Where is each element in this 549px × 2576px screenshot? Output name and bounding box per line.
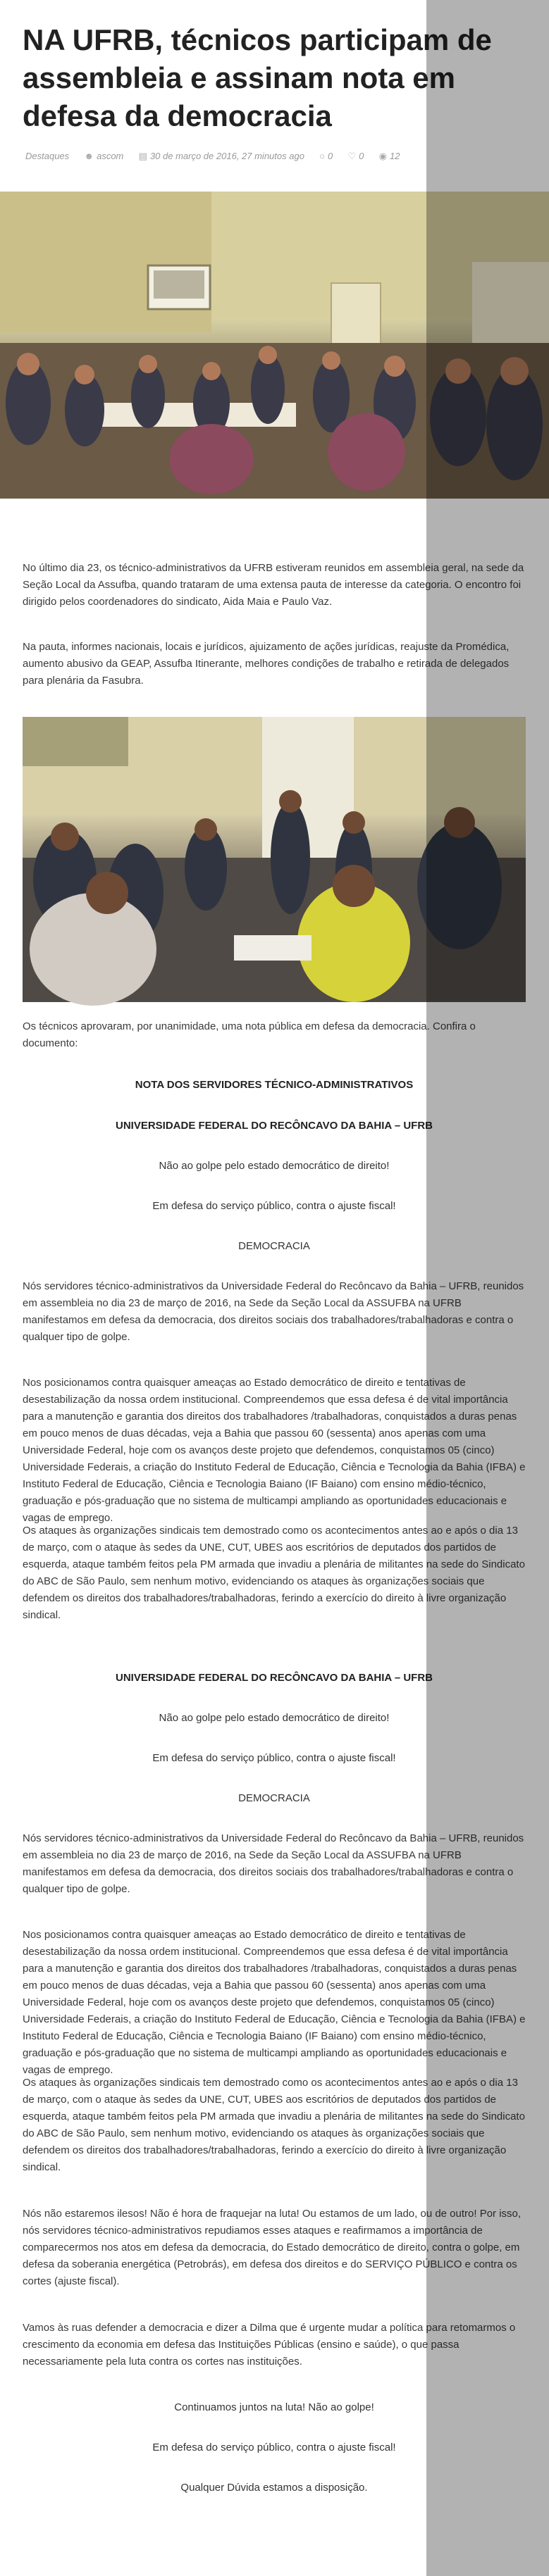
note-slogan-2-repeat: Em defesa do serviço público, contra o ajuste fiscal! [152, 1752, 396, 1764]
note-democracia-repeat: DEMOCRACIA [238, 1792, 310, 1804]
note-paragraph-3: Os ataques às organizações sindicais tem demostrado como os acontecimentos antes ao e após o dia 13 de março, com o ataque às sedes da UNE, CUT, UBES aos escritórios de deputados dos partidos de esquerda, ataque também feitos pela PM armada que invadiu a plenária de militantes na sede do Sindicato do ABC de São Paulo, sem nenhum motivo, evidenciando os ataques às organizações sociais que defendem os direitos dos trabalhadores/trabalhadoras, ferindo a exercício do direito à livre organização sindical. [23, 1525, 525, 1621]
view-count: 12 [390, 151, 400, 161]
note-slogan-2: Em defesa do serviço público, contra o ajuste fiscal! [152, 1200, 396, 1212]
note-paragraph-1: Nós servidores técnico-administrativos da Universidade Federal do Recôncavo da Bahia – UFRB, reunidos em assembleia no dia 23 de março de 2016, na Sede da Seção Local da ASSUFBA na UFRB manifestamos em defesa da democracia, dos direitos sociais dos trabalhadores/trabalhadoras e contra o qualquer tipo de golpe. [23, 1280, 524, 1343]
note-paragraph-3-repeat: Os ataques às organizações sindicais tem demostrado como os acontecimentos antes ao e após o dia 13 de março, com o ataque às sedes da UNE, CUT, UBES aos escritórios de deputados dos partidos de esquerda, ataque também feitos pela PM armada que invadiu a plenária de militantes na sede do Sindicato do ABC de São Paulo, sem nenhum motivo, evidenciando os ataques às organizações sociais que defendem os direitos dos trabalhadores/trabalhadoras, ferindo a exercício do direito à livre organização sindical. [23, 2077, 525, 2173]
note-democracia: DEMOCRACIA [238, 1240, 310, 1252]
note-university: UNIVERSIDADE FEDERAL DO RECÔNCAVO DA BAHIA – UFRB [115, 1120, 433, 1132]
note-university-repeat: UNIVERSIDADE FEDERAL DO RECÔNCAVO DA BAHIA – UFRB [115, 1672, 433, 1684]
comment-icon: ○ [319, 151, 326, 161]
heart-icon: ♡ [347, 151, 357, 161]
approved-paragraph: Os técnicos aprovaram, por unanimidade, uma nota pública em defesa da democracia. Confira o documento: [23, 1020, 476, 1049]
note-paragraph-4: Nós não estaremos ilesos! Não é hora de fraquejar na luta! Ou estamos de um lado, ou de outro! Por isso, nós servidores técnico-administrativos repudiamos esses ataques e reafirmamos a importância de comparecermos nos atos em defesa da democracia, do Estado democrático de direito, contra o golpe, em defesa da soberania energética (Petrobrás), em defesa dos direitos e do SERVIÇO PÚBLICO e contra os cortes (ajuste fiscal). [23, 2208, 522, 2287]
note-paragraph-2-repeat: Nos posicionamos contra quaisquer ameaças ao Estado democrático de direito e tentativas de desestabilização da nossa ordem institucional. Compreendemos que essa defesa é de vital importância para a manutenção e garantia dos direitos dos trabalhadores /trabalhadoras, conquistados a duras penas em pouco menos de duas décadas, veja a Bahia que passou 60 (sessenta) anos apenas com uma Universidade Federal, hoje com os avanços deste projeto que defendemos, conquistamos 05 (cinco) Universidade Federais, a criação do Instituto Federal de Educação, Ciência e Tecnologia da Bahia (IFBA) e Instituto Federal de Educação, Ciência e Tecnologia Baiano (IF Baiano) com ensino médio-técnico, graduação e pós-graduação que no sistema de multicampi ampliando as oportunidades educacionais e vagas de emprego. [23, 1929, 526, 2076]
note-closing-2: Em defesa do serviço público, contra o ajuste fiscal! [152, 2441, 396, 2453]
post-date: 30 de março de 2016, 27 minutos ago [149, 151, 304, 161]
assembly-photo-2 [23, 717, 526, 1002]
note-heading: NOTA DOS SERVIDORES TÉCNICO-ADMINISTRATIVOS [135, 1079, 414, 1091]
note-closing-3: Qualquer Dúvida estamos a disposição. [180, 2482, 368, 2494]
note-paragraph-1-repeat: Nós servidores técnico-administrativos da Universidade Federal do Recôncavo da Bahia – UFRB, reunidos em assembleia no dia 23 de março de 2016, na Sede da Seção Local da ASSUFBA na UFRB manifestamos em defesa da democracia, dos direitos sociais dos trabalhadores/trabalhadoras e contra o qualquer tipo de golpe. [23, 1832, 524, 1895]
author-link[interactable]: ascom [97, 151, 124, 161]
note-slogan-1: Não ao golpe pelo estado democrático de direito! [159, 1160, 390, 1172]
calendar-icon: ▤ [138, 151, 147, 161]
comment-count[interactable]: 0 [328, 151, 333, 161]
category-link[interactable]: Destaques [25, 151, 70, 161]
intro-paragraph-2: Na pauta, informes nacionais, locais e jurídicos, ajuizamento de ações jurídicas, reajuste da Promédica, aumento abusivo da GEAP, Assufba Itinerante, melhores condições de trabalho e retirada de delegados para plenária da Fasubra. [23, 641, 510, 687]
article-title: NA UFRB, técnicos participam de assembleia e assinam nota em defesa da democracia [23, 23, 492, 132]
eye-icon: ◉ [378, 151, 387, 161]
note-closing-1: Continuamos juntos na luta! Não ao golpe! [174, 2401, 374, 2413]
like-count[interactable]: 0 [359, 151, 364, 161]
note-slogan-1-repeat: Não ao golpe pelo estado democrático de direito! [159, 1712, 390, 1724]
note-paragraph-5: Vamos às ruas defender a democracia e dizer a Dilma que é urgente mudar a política para retomarmos o crescimento da economia em defesa das Instituições Públicas (ensino e saúde), o que passa necessariamente pela luta contra os cortes nas instituições. [23, 2322, 516, 2368]
user-icon: ☻ [84, 151, 94, 161]
note-paragraph-2: Nos posicionamos contra quaisquer ameaças ao Estado democrático de direito e tentativas de desestabilização da nossa ordem institucional. Compreendemos que essa defesa é de vital importância para a manutenção e garantia dos direitos dos trabalhadores /trabalhadoras, conquistados a duras penas em pouco menos de duas décadas, veja a Bahia que passou 60 (sessenta) anos apenas com uma Universidade Federal, hoje com os avanços deste projeto que defendemos, conquistamos 05 (cinco) Universidade Federais, a criação do Instituto Federal de Educação, Ciência e Tecnologia da Bahia (IFBA) e Instituto Federal de Educação, Ciência e Tecnologia Baiano (IF Baiano) com ensino médio-técnico, graduação e pós-graduação que no sistema de multicampi ampliando as oportunidades educacionais e vagas de emprego. [23, 1377, 526, 1524]
assembly-photo-1 [0, 192, 549, 499]
article-meta [25, 151, 400, 162]
intro-paragraph-1: No último dia 23, os técnico-administrativos da UFRB estiveram reunidos em assembleia geral, na sede da Seção Local da Assufba, quando trataram de uma extensa pauta de interesse da categoria. O encontro foi dirigido pelos coordenadores do sindicato, Aida Maia e Paulo Vaz. [23, 562, 524, 608]
